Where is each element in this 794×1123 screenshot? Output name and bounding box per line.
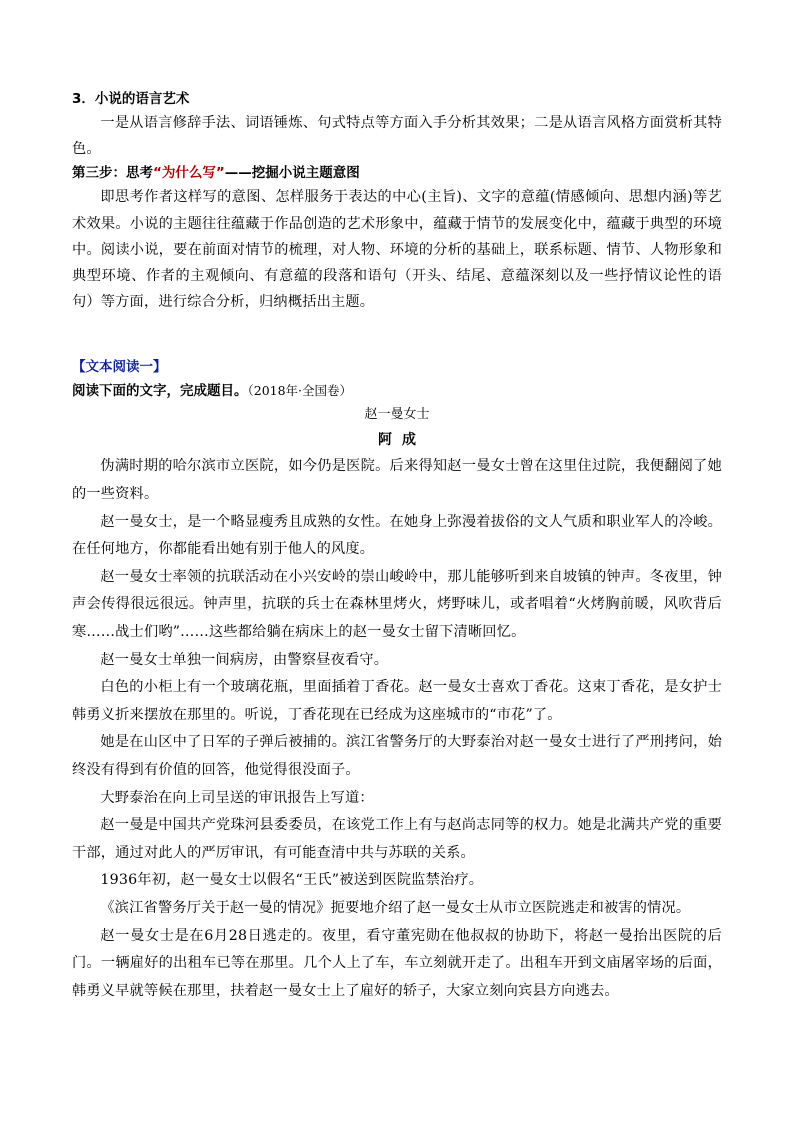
story-paragraph: 赵一曼女士率领的抗联活动在小兴安岭的崇山峻岭中，那儿能够听到来自坡镇的钟声。冬夜里，钟声会传得很远很远。钟声里，抗联的兵士在森林里烤火，烤野味儿，或者唱着“火烤胸前暖，风吹背后寒……战士们哟”……这些都给躺在病床上的赵一曼女士留下清晰回忆。 [72, 568, 722, 640]
step3-heading-suffix: ——挖掘小说主题意图 [224, 165, 360, 182]
story-author: 阿成 [378, 432, 426, 449]
step3-heading-prefix: 第三步：思考 [72, 165, 153, 182]
story-paragraph: 她是在山区中了日军的子弹后被捕的。滨江省警务厅的大野泰治对赵一曼女士进行了严刑拷问，始终没有得到有价值的回答，他觉得很没面子。 [72, 734, 722, 778]
reading-section [72, 355, 722, 1005]
section-heading: 3．小说的语言艺术 [72, 91, 190, 107]
story-paragraph: 大野泰治在向上司呈送的审讯报告上写道： [100, 789, 374, 806]
story-paragraph: 《滨江省警务厅关于赵一曼的情况》扼要地介绍了赵一曼女士从市立医院逃走和被害的情况。 [100, 899, 691, 916]
document-page [72, 88, 722, 1005]
story-paragraph: 赵一曼是中国共产党珠河县委委员，在该党工作上有与赵尚志同等的权力。她是北满共产党的重要干部，通过对此人的严厉审讯，有可能查清中共与苏联的关系。 [72, 817, 722, 861]
section-step3 [72, 162, 722, 315]
reading-intro-text: 阅读下面的文字，完成题目。 [72, 383, 248, 400]
story-paragraph: 白色的小柜上有一个玻璃花瓶，里面插着丁香花。赵一曼女士喜欢丁香花。这束丁香花，是女护士韩勇义折来摆放在那里的。听说，丁香花现在已经成为这座城市的“市花”了。 [72, 679, 722, 723]
story-title: 赵一曼女士 [364, 407, 430, 423]
section-body: 一是从语言修辞手法、词语锤炼、句式特点等方面入手分析其效果；二是从语言风格方面赏析其特色。 [72, 115, 722, 158]
story-paragraph: 赵一曼女士是在6月28日逃走的。夜里，看守董宪勋在他叔叔的协助下，将赵一曼抬出医院的后门。一辆雇好的出租车已等在那里。几个人上了车，车立刻就开走了。出租车开到文庙屠宰场的后面，韩勇义早就等候在那里，扶着赵一曼女士上了雇好的轿子，大家立刻向宾县方向逃去。 [72, 927, 722, 999]
section-language-art [72, 88, 722, 162]
step3-heading-red: “为什么写” [153, 165, 225, 182]
reading-source: （2018年·全国卷） [247, 383, 353, 399]
step3-body: 即思考作者这样写的意图、怎样服务于表达的中心(主旨)、文字的意蕴(情感倾向、思想内涵)等艺术效果。小说的主题往往蕴藏于作品创造的艺术形象中，蕴藏于情节的发展变化中，蕴藏于典型的环境中。阅读小说，要在前面对情节的梳理，对人物、环境的分析的基础上，联系标题、情节、人物形象和典型环境、作者的主观倾向、有意蕴的段落和语句（开头、结尾、意蕴深刻以及一些抒情议论性的语句）等方面，进行综合分析，归纳概括出主题。 [72, 189, 722, 311]
reading-intro [72, 379, 722, 403]
story-paragraph: 赵一曼女士，是一个略显瘦秀且成熟的女性。在她身上弥漫着拔俗的文人气质和职业军人的冷峻。在任何地方，你都能看出她有别于他人的风度。 [72, 513, 722, 558]
step3-heading [72, 162, 722, 184]
reading-tag: 【文本阅读一】 [72, 359, 167, 376]
story-paragraph: 赵一曼女士单独一间病房，由警察昼夜看守。 [100, 651, 389, 668]
story-paragraph: 1936年初，赵一曼女士以假名“王氏”被送到医院监禁治疗。 [100, 872, 484, 889]
story-paragraph: 伪满时期的哈尔滨市立医院，如今仍是医院。后来得知赵一曼女士曾在这里住过院，我便翻阅了她的一些资料。 [72, 458, 722, 503]
